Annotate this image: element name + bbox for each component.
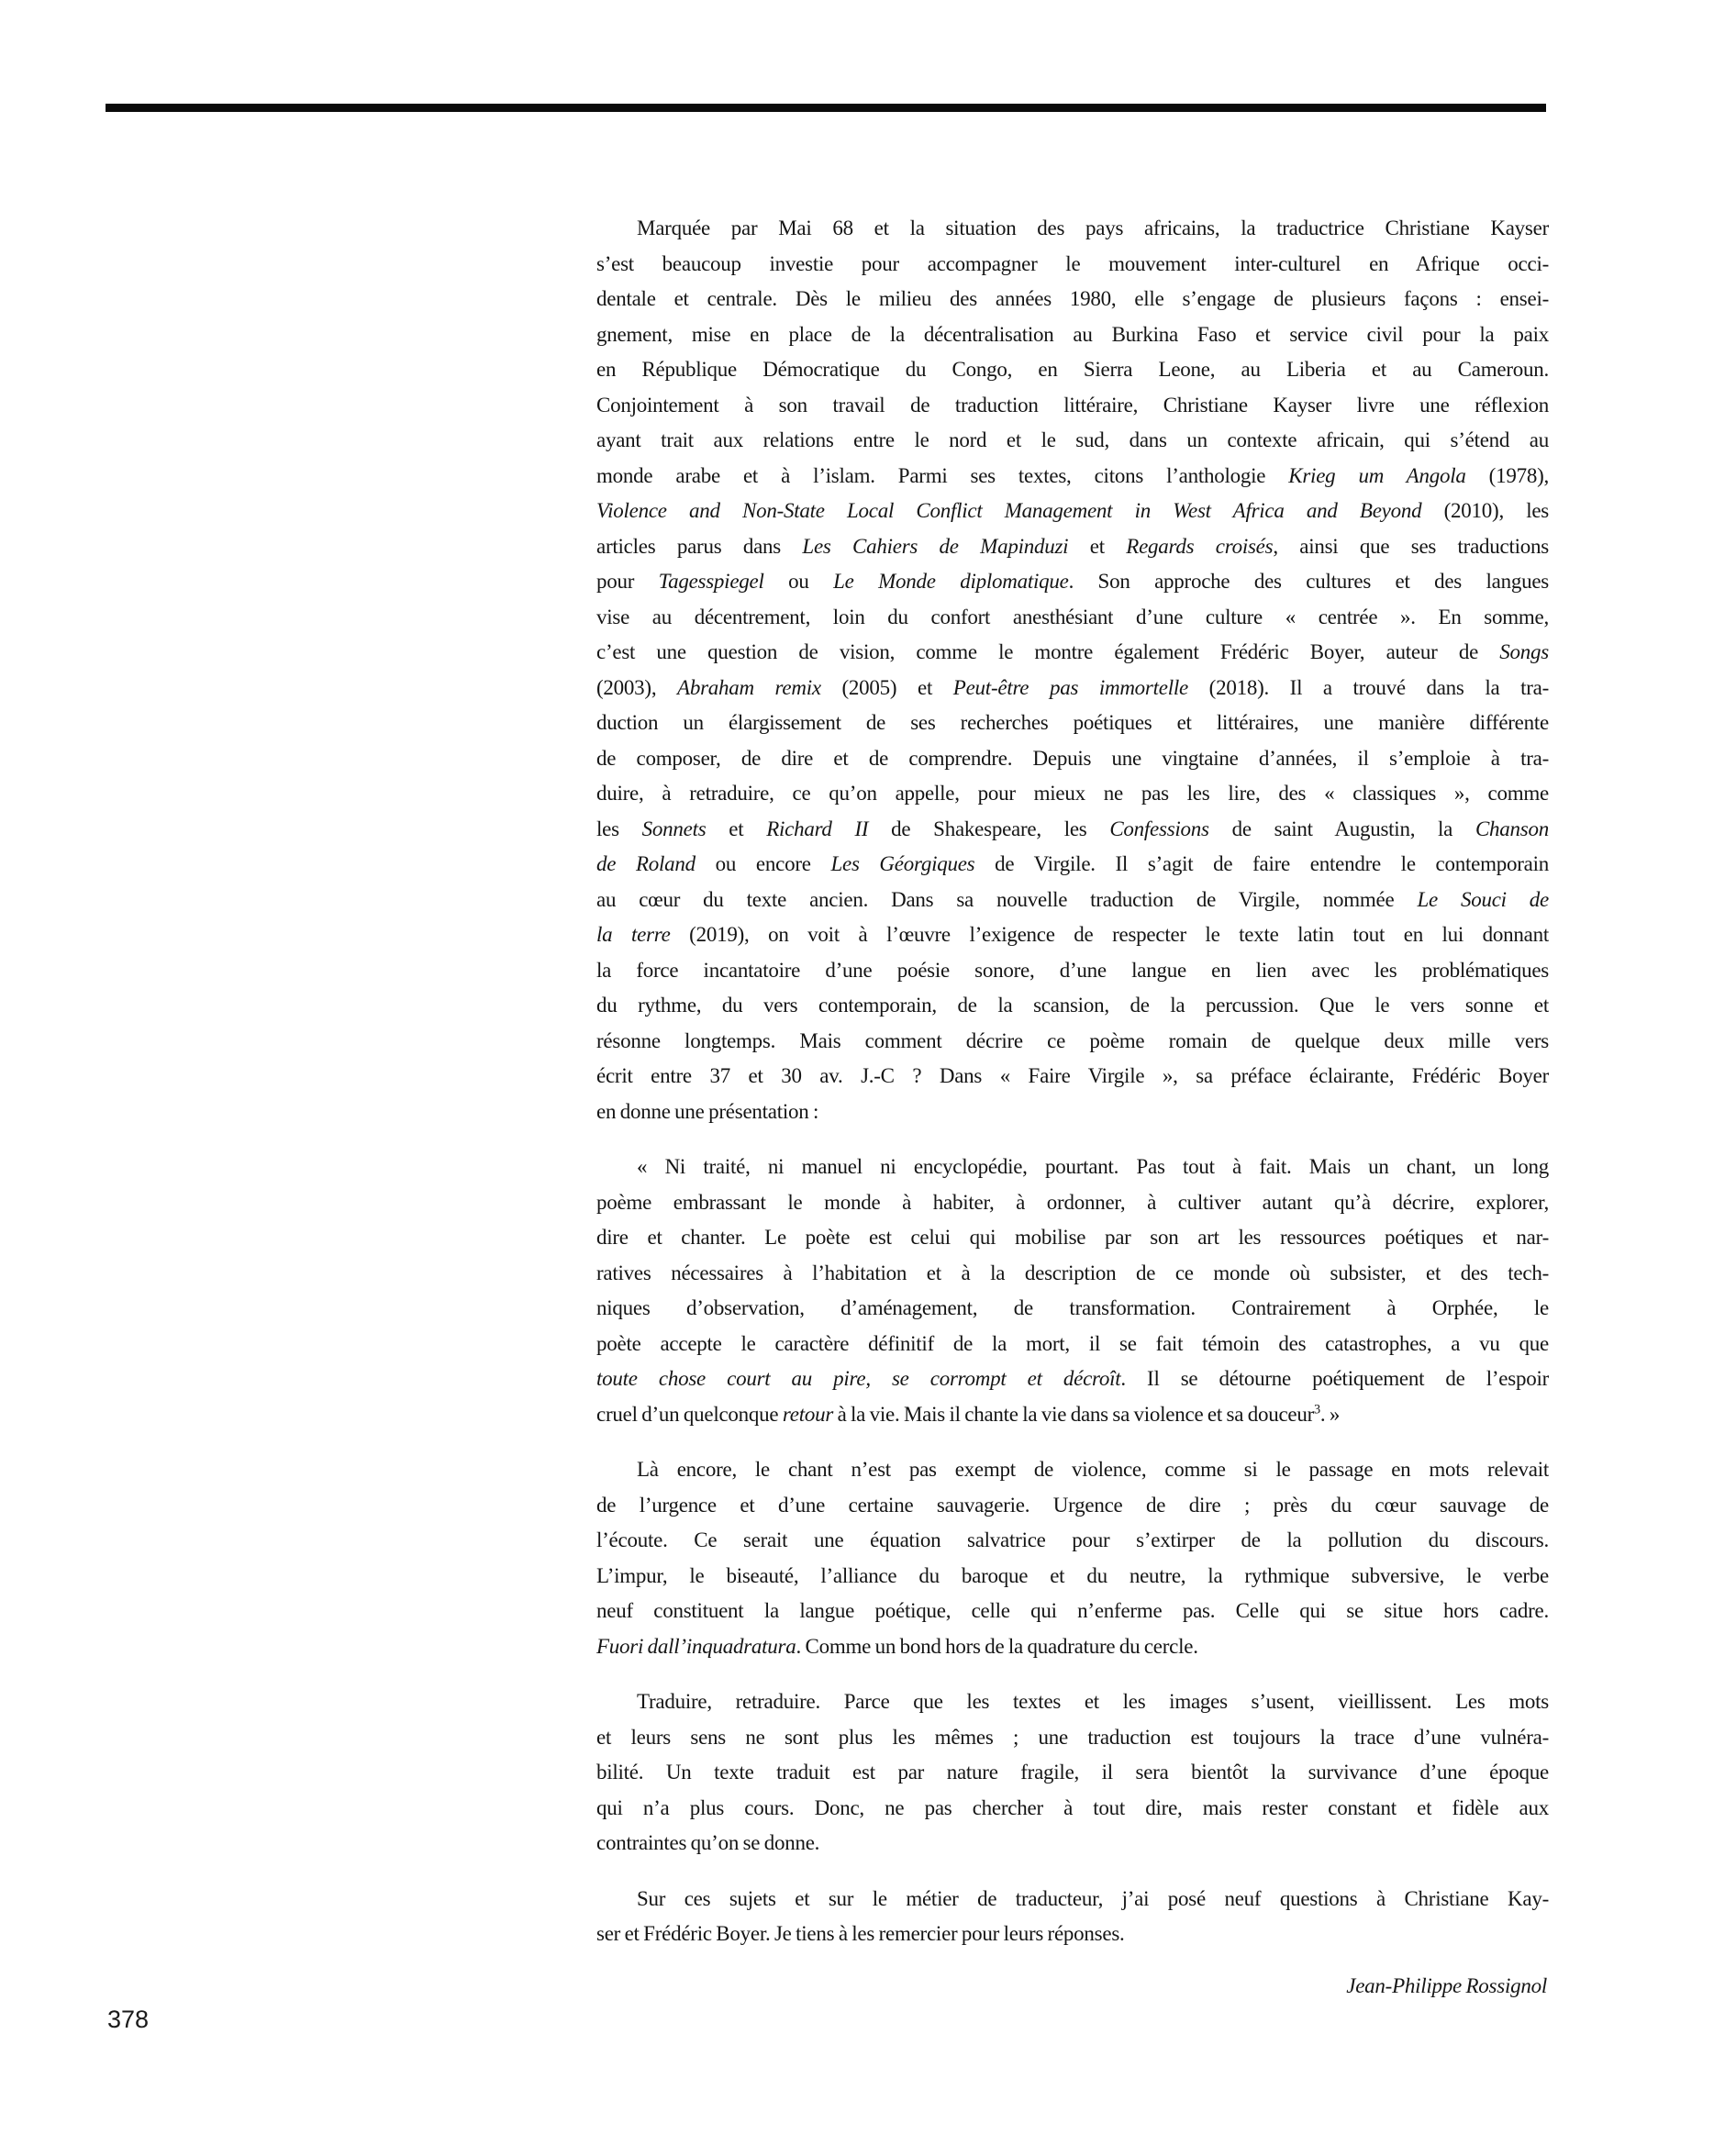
text-line: et leurs sens ne sont plus les mêmes ; une traduction est toujours la trace d’une vulnéra- xyxy=(596,1725,1549,1749)
text-line: poète accepte le caractère définitif de la mort, il se fait témoin des catastrophes, a vu que xyxy=(596,1331,1549,1355)
paragraph xyxy=(596,211,1549,1129)
text-line: ayant trait aux relations entre le nord et le sud, dans un contexte africain, qui s’étend au xyxy=(596,428,1549,451)
text-line: monde arabe et à l’islam. Parmi ses textes, citons l’anthologie Krieg um Angola (1978), xyxy=(596,463,1549,487)
text-line: L’impur, le biseauté, l’alliance du baroque et du neutre, la rythmique subversive, le verbe xyxy=(596,1563,1549,1587)
text-line: de l’urgence et d’une certaine sauvagerie. Urgence de dire ; près du cœur sauvage de xyxy=(596,1493,1549,1517)
text-line: vise au décentrement, loin du confort anesthésiant d’une culture « centrée ». En somme, xyxy=(596,605,1549,628)
text-line: gnement, mise en place de la décentralisation au Burkina Faso et service civil pour la paix xyxy=(596,322,1549,346)
text-line: c’est une question de vision, comme le montre également Frédéric Boyer, auteur de Songs xyxy=(596,640,1549,663)
text-line: toute chose court au pire, se corrompt et décroît. Il se détourne poétiquement de l’espoir xyxy=(596,1367,1549,1390)
text-line: s’est beaucoup investie pour accompagner le mouvement inter-culturel en Afrique occi- xyxy=(596,251,1549,275)
text-line: dire et chanter. Le poète est celui qui mobilise par son art les ressources poétiques et nar- xyxy=(596,1226,1549,1249)
text-line: écrit entre 37 et 30 av. J.-C ? Dans « Faire Virgile », sa préface éclairante, Frédéric Boyer xyxy=(596,1064,1549,1087)
text-line: résonne longtemps. Mais comment décrire ce poème romain de quelque deux mille vers xyxy=(596,1028,1549,1052)
text-line: Sur ces sujets et sur le métier de traducteur, j’ai posé neuf questions à Christiane Kay- xyxy=(637,1886,1549,1910)
text-line: qui n’a plus cours. Donc, ne pas chercher à tout dire, mais rester constant et fidèle aux xyxy=(596,1795,1549,1819)
text-line: « Ni traité, ni manuel ni encyclopédie, pourtant. Pas tout à fait. Mais un chant, un long xyxy=(637,1155,1549,1178)
text-line: pour Tagesspiegel ou Le Monde diplomatique. Son approche des cultures et des langues xyxy=(596,570,1549,593)
text-line: Traduire, retraduire. Parce que les textes et les images s’usent, vieillissent. Les mots xyxy=(637,1690,1549,1713)
text-line: les Sonnets et Richard II de Shakespeare, les Confessions de saint Augustin, la Chanson xyxy=(596,817,1549,840)
text-line: Là encore, le chant n’est pas exempt de violence, comme si le passage en mots relevait xyxy=(637,1458,1549,1481)
text-line: duire, à retraduire, ce qu’on appelle, pour mieux ne pas les lire, des « classiques », comme xyxy=(596,782,1549,805)
text-line: l’écoute. Ce serait une équation salvatrice pour s’extirper de la pollution du discours. xyxy=(596,1528,1549,1551)
text-line: Fuori dall’inquadratura. Comme un bond hors de la quadrature du cercle. xyxy=(596,1634,1198,1658)
text-line: poème embrassant le monde à habiter, à ordonner, à cultiver autant qu’à décrire, explorer, xyxy=(596,1190,1549,1214)
text-line: au cœur du texte ancien. Dans sa nouvelle traduction de Virgile, nommée Le Souci de xyxy=(596,887,1549,911)
author-signature: Jean-Philippe Rossignol xyxy=(1346,1973,1547,1997)
text-line: neuf constituent la langue poétique, celle qui n’enferme pas. Celle qui se situe hors cadre. xyxy=(596,1599,1549,1622)
text-line: de composer, de dire et de comprendre. Depuis une vingtaine d’années, il s’emploie à tra- xyxy=(596,746,1549,770)
text-line: en donne une présentation : xyxy=(596,1099,819,1123)
text-line: ratives nécessaires à l’habitation et à la description de ce monde où subsister, et des tech- xyxy=(596,1261,1549,1284)
text-line: Violence and Non-State Local Conflict Management in West Africa and Beyond (2010), les xyxy=(596,499,1549,522)
text-line: bilité. Un texte traduit est par nature fragile, il sera bientôt la survivance d’une époque xyxy=(596,1761,1549,1784)
text-line: niques d’observation, d’aménagement, de transformation. Contrairement à Orphée, le xyxy=(596,1296,1549,1319)
paragraph xyxy=(596,1684,1549,1861)
paragraph xyxy=(596,1150,1549,1432)
text-line: dentale et centrale. Dès le milieu des années 1980, elle s’engage de plusieurs façons : ensei- xyxy=(596,287,1549,310)
text-line: contraintes qu’on se donne. xyxy=(596,1831,820,1854)
text-line: en République Démocratique du Congo, en Sierra Leone, au Liberia et au Cameroun. xyxy=(596,358,1549,381)
text-line: la terre (2019), on voit à l’œuvre l’exigence de respecter le texte latin tout en lui donnant xyxy=(596,923,1549,946)
text-line: duction un élargissement de ses recherches poétiques et littéraires, une manière différente xyxy=(596,711,1549,734)
text-line: Conjointement à son travail de traduction littéraire, Christiane Kayser livre une réflexion xyxy=(596,393,1549,417)
text-line: ser et Frédéric Boyer. Je tiens à les remercier pour leurs réponses. xyxy=(596,1922,1125,1945)
text-line: la force incantatoire d’une poésie sonore, d’une langue en lien avec les problématiques xyxy=(596,958,1549,982)
paragraph xyxy=(596,1882,1549,1952)
text-line: cruel d’un quelconque retour à la vie. Mais il chante la vie dans sa violence et sa douceur$^3$. » xyxy=(596,1401,1341,1426)
text-line: Marquée par Mai 68 et la situation des pays africains, la traductrice Christiane Kayser xyxy=(637,217,1549,239)
text-line: de Roland ou encore Les Géorgiques de Virgile. Il s’agit de faire entendre le contemporain xyxy=(596,852,1549,875)
text-line: (2003), Abraham remix (2005) et Peut-être pas immortelle (2018). Il a trouvé dans la tra- xyxy=(596,675,1549,699)
top-rule xyxy=(106,104,1546,112)
paragraph xyxy=(596,1452,1549,1664)
page-number: 378 xyxy=(107,2006,150,2033)
text-line: du rythme, du vers contemporain, de la scansion, de la percussion. Que le vers sonne et xyxy=(596,994,1549,1017)
body-text xyxy=(596,211,1549,2004)
text-line: articles parus dans Les Cahiers de Mapinduzi et Regards croisés, ainsi que ses traductions xyxy=(596,534,1549,558)
